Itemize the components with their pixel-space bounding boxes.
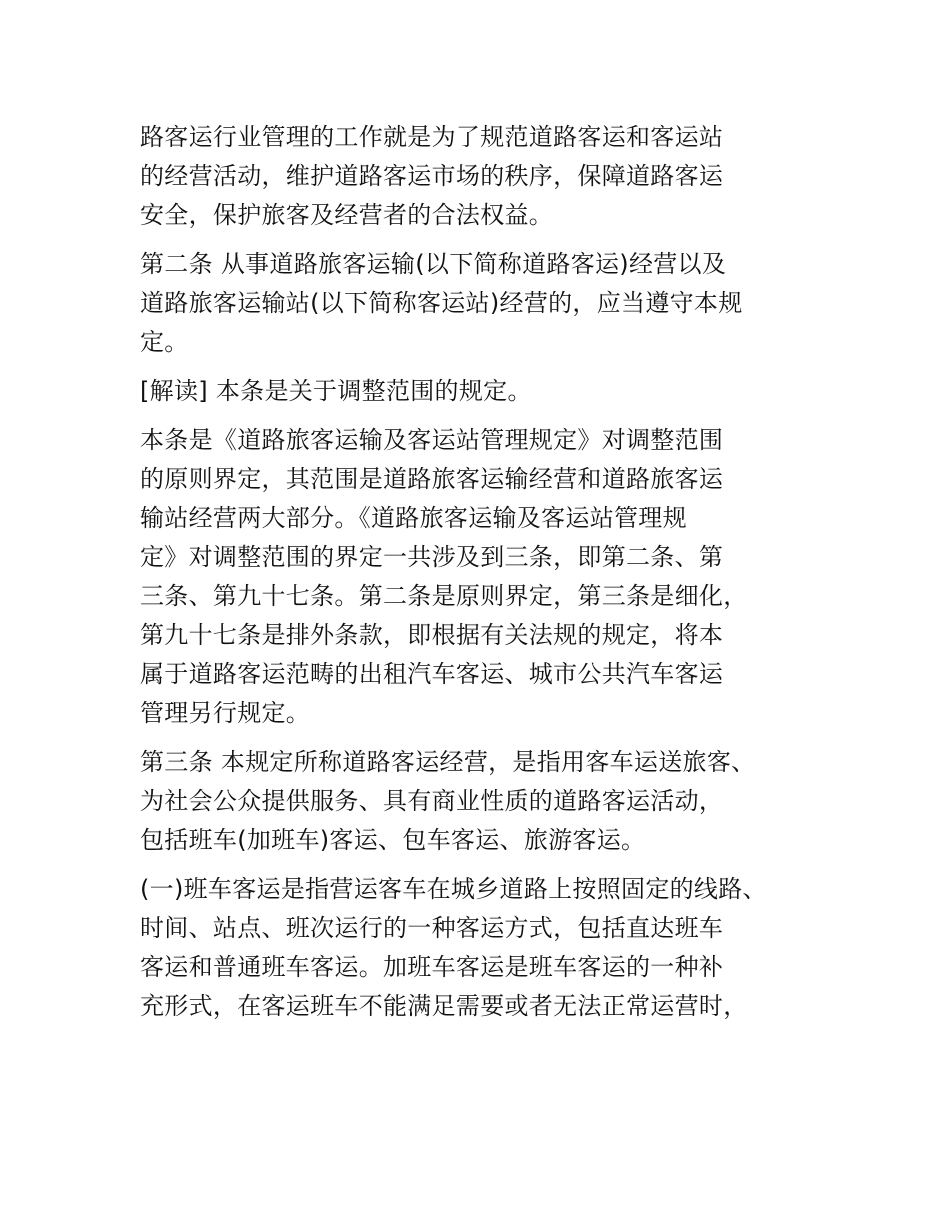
text-line: 时间、站点、班次运行的一种客运方式，包括直达班车 xyxy=(140,914,724,942)
text-line: 管理另行规定。 xyxy=(140,699,311,727)
text-line: [解读] 本条是关于调整范围的规定。 xyxy=(140,377,532,405)
paragraph-intro-continuation xyxy=(140,118,830,235)
document-body xyxy=(140,118,830,1036)
text-line: 本条是《道路旅客运输及客运站管理规定》对调整范围 xyxy=(140,426,724,454)
text-line: 路客运行业管理的工作就是为了规范道路客运和客运站 xyxy=(140,123,724,151)
text-line: 属于道路客运范畴的出租汽车客运、城市公共汽车客运 xyxy=(140,660,724,688)
text-line: 第三条 本规定所称道路客运经营，是指用客车运送旅客、 xyxy=(140,748,756,776)
paragraph-article-3 xyxy=(140,743,830,860)
text-line: 三条、第九十七条。第二条是原则界定，第三条是细化， xyxy=(140,582,748,610)
paragraph-interpretation-body xyxy=(140,421,830,733)
text-line: 道路旅客运输站(以下简称客运站)经营的，应当遵守本规 xyxy=(140,289,743,317)
paragraph-article-3-item-1 xyxy=(140,870,830,1026)
text-line: 输站经营两大部分。《道路旅客运输及客运站管理规 xyxy=(140,504,687,532)
text-line: 客运和普通班车客运。加班车客运是班车客运的一种补 xyxy=(140,953,724,981)
text-line: (一)班车客运是指营运客车在城乡道路上按照固定的线路、 xyxy=(140,875,767,903)
text-line: 第九十七条是排外条款，即根据有关法规的规定，将本 xyxy=(140,621,724,649)
text-line: 的经营活动，维护道路客运市场的秩序，保障道路客运 xyxy=(140,162,724,190)
text-line: 定》对调整范围的界定一共涉及到三条，即第二条、第 xyxy=(140,543,724,571)
text-line: 包括班车(加班车)客运、包车客运、旅游客运。 xyxy=(140,826,646,854)
text-line: 安全，保护旅客及经营者的合法权益。 xyxy=(140,201,554,229)
text-line: 充形式，在客运班车不能满足需要或者无法正常运营时， xyxy=(140,992,748,1020)
paragraph-article-2 xyxy=(140,245,830,362)
text-line: 为社会公众提供服务、具有商业性质的道路客运活动， xyxy=(140,787,724,815)
text-line: 第二条 从事道路旅客运输(以下简称道路客运)经营以及 xyxy=(140,250,727,278)
text-line: 的原则界定，其范围是道路旅客运输经营和道路旅客运 xyxy=(140,465,724,493)
text-line: 定。 xyxy=(140,328,189,356)
paragraph-interpretation-heading xyxy=(140,372,830,411)
